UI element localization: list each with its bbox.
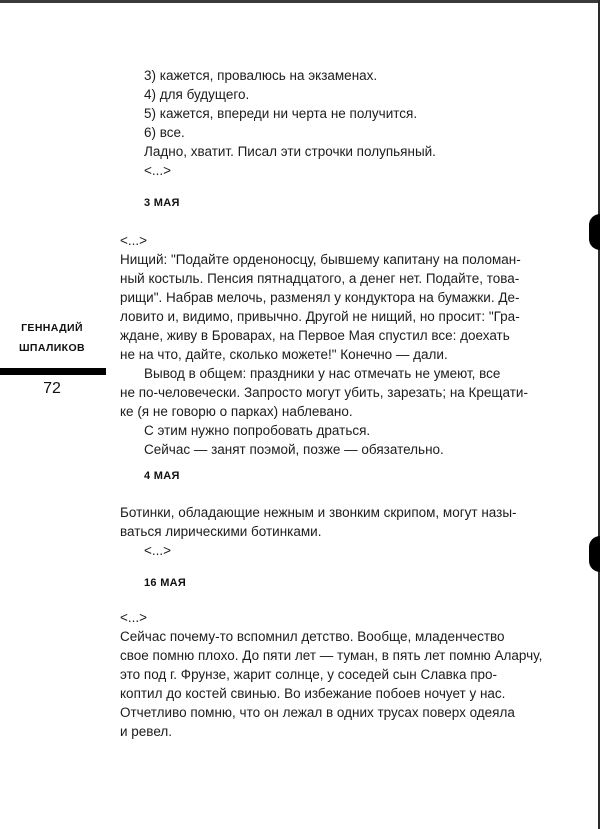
page-top-edge [0,0,600,3]
ellipsis-mark: <...> [120,610,148,625]
text-line: 3) кажется, провалюсь на экзаменах. [144,68,378,83]
text-line: ке (я не говорю о парках) наблевано. [120,404,353,419]
text-line: ный костыль. Пенсия пятнадцатого, а денег нет. Подайте, това- [120,271,520,286]
page-thumb-tab [589,214,600,250]
running-head [0,318,106,398]
ellipsis-mark: <...> [144,543,172,558]
text-line: С этим нужно попробовать драться. [144,423,371,438]
text-line: Нищий: "Подайте орденоносцу, бывшему капитану на поломан- [120,252,521,267]
author-first-name: ГЕННАДИЙ [21,322,83,334]
entry-date-heading: 4 МАЯ [144,470,180,482]
entry-date-heading: 3 МАЯ [144,197,180,209]
entry-16-may [120,608,550,741]
text-line: 4) для будущего. [144,87,250,102]
ellipsis-mark: <...> [120,233,148,248]
text-line: свое помню плохо. До пяти лет — туман, в пять лет помню Аларчу, [120,648,543,663]
text-line: это под г. Фрунзе, жарит солнце, у соседей сын Славка про- [120,667,498,682]
text-line: Ботинки, обладающие нежным и звонким скрипом, могут назы- [120,505,517,520]
text-line: ловито и, видимо, привычно. Другой не нищий, но просит: "Гра- [120,309,520,324]
text-line: ваться лирическими ботинками. [120,524,322,539]
ellipsis-mark: <...> [144,163,172,178]
text-line: коптил до костей свинью. Во избежание побоев ночует у нас. [120,686,506,701]
entry-4-may [120,503,550,560]
page-number: 72 [43,380,61,397]
text-line: ждане, живу в Броварах, на Первое Мая спустил все: доехать [120,328,510,343]
text-line: не по-человечески. Запросто могут убить, зарезать; на Крещати- [120,385,528,400]
author-last-name: ШПАЛИКОВ [18,342,86,354]
text-line: Отчетливо помню, что он лежал в одних трусах поверх одеяла [120,705,515,720]
text-line: и ревел. [120,724,173,739]
text-line: 5) кажется, впереди ни черта не получится. [144,106,418,121]
text-line: не на что, дайте, сколько можете!" Конечно — дали. [120,347,448,362]
text-line: рищи". Набрав мелочь, разменял у кондуктора на бумажки. Де- [120,290,520,305]
entry-date-heading: 16 МАЯ [144,577,187,589]
runner-rule [0,368,106,375]
page-thumb-tab [589,536,600,572]
intro-block [120,66,550,180]
text-line: Вывод в общем: праздники у нас отмечать не умеют, все [144,366,501,381]
text-line: 6) все. [144,125,185,140]
text-line: Сейчас — занят поэмой, позже — обязательно. [144,442,444,457]
text-line: Ладно, хватит. Писал эти строчки полупьяный. [144,144,436,159]
entry-3-may [120,231,550,459]
text-line: Сейчас почему-то вспомнил детство. Вообще, младенчество [120,629,505,644]
